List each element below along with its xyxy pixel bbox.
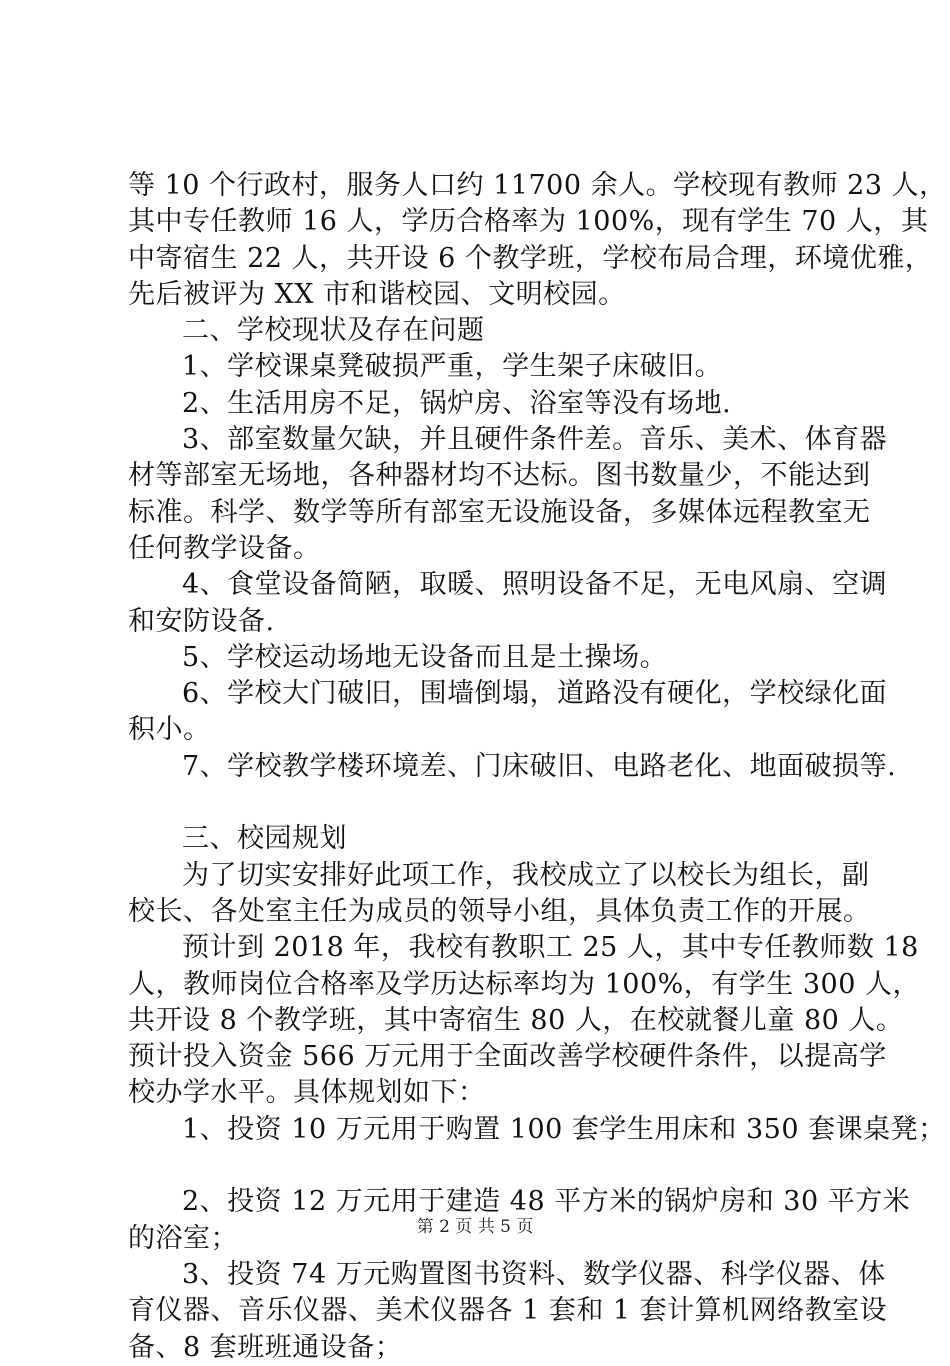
list-item: 3、投资 74 万元购置图书资料、数学仪器、科学仪器、体 <box>182 1258 886 1290</box>
paragraph-start: 为了切实安排好此项工作，我校成立了以校长为组长，副 <box>182 859 870 891</box>
body-line: 育仪器、音乐仪器、美术仪器各 1 套和 1 套计算机网络教室设 <box>128 1295 888 1327</box>
paragraph-start: 预计到 2018 年，我校有教职工 25 人，其中专任教师数 18 <box>182 932 919 964</box>
list-item: 1、学校课桌凳破损严重，学生架子床破旧。 <box>182 351 723 383</box>
document-body <box>128 168 947 1366</box>
body-line: 先后被评为 XX 市和谐校园、文明校园。 <box>128 278 626 310</box>
section-heading: 三、校园规划 <box>182 823 347 855</box>
body-line: 积小。 <box>128 714 211 746</box>
body-line: 其中专任教师 16 人，学历合格率为 100%，现有学生 70 人，其 <box>128 206 929 238</box>
section-heading: 二、学校现状及存在问题 <box>182 315 485 347</box>
body-line: 校办学水平。具体规划如下： <box>128 1077 486 1109</box>
body-line: 中寄宿生 22 人，共开设 6 个教学班，学校布局合理，环境优雅， <box>128 242 933 274</box>
body-line: 任何教学设备。 <box>128 532 321 564</box>
list-item: 4、食堂设备简陋，取暖、照明设备不足，无电风扇、空调 <box>182 569 888 601</box>
body-line: 人，教师岗位合格率及学历达标率均为 100%，有学生 300 人， <box>128 968 920 1000</box>
body-line: 标准。科学、数学等所有部室无设施设备，多媒体远程教室无 <box>128 496 871 528</box>
list-item: 2、投资 12 万元用于建造 48 平方米的锅炉房和 30 平方米 <box>182 1186 911 1218</box>
body-line: 校长、各处室主任为成员的领导小组，具体负责工作的开展。 <box>128 895 871 927</box>
blank-line <box>128 785 838 821</box>
body-line: 材等部室无场地，各种器材均不达标。图书数量少，不能达到 <box>128 460 871 492</box>
page-footer <box>0 1215 950 1239</box>
body-line: 的浴室； <box>128 1222 238 1254</box>
list-item: 6、学校大门破旧，围墙倒塌，道路没有硬化，学校绿化面 <box>182 678 888 710</box>
body-line: 等 10 个行政村，服务人口约 11700 余人。学校现有教师 23 人， <box>128 170 947 201</box>
list-item: 1、投资 10 万元用于购置 100 套学生用床和 350 套课桌凳； <box>182 1113 946 1145</box>
list-item: 2、生活用房不足，锅炉房、浴室等没有场地. <box>182 387 732 419</box>
body-line: 备、8 套班班通设备； <box>128 1331 403 1363</box>
body-line: 预计投入资金 566 万元用于全面改善学校硬件条件，以提高学 <box>128 1041 887 1073</box>
list-item: 5、学校运动场地无设备而且是土操场。 <box>182 641 668 673</box>
list-item: 3、部室数量欠缺，并且硬件条件差。音乐、美术、体育器 <box>182 424 888 456</box>
page-number-label: 第 2 页 共 5 页 <box>416 1217 534 1237</box>
body-line: 和安防设备. <box>128 605 275 637</box>
body-line: 共开设 8 个教学班，其中寄宿生 80 人，在校就餐儿童 80 人。 <box>128 1004 904 1036</box>
list-item: 7、学校教学楼环境差、门床破旧、电路老化、地面破损等. <box>182 750 897 782</box>
blank-line <box>128 1148 838 1184</box>
